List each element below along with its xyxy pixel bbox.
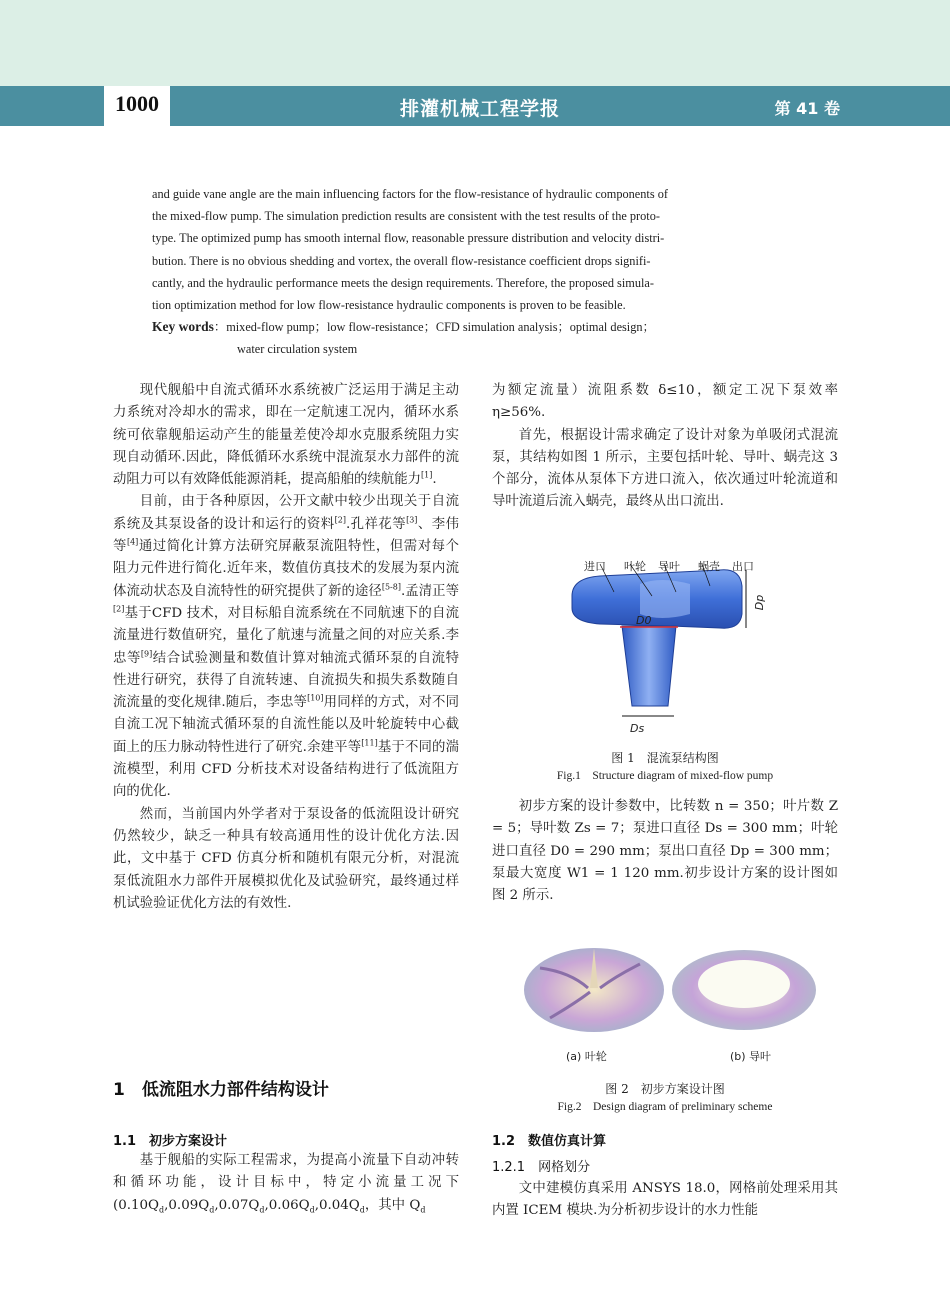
keywords-line2: water circulation system: [237, 342, 358, 356]
citation: [9]: [140, 649, 153, 659]
left-column: [113, 380, 459, 915]
paragraph: 首先，根据设计需求确定了设计对象为单吸闭式混流泵，其结构如图 1 所示，主要包括叶轮、导叶、蜗壳这 3 个部分，流体从泵体下方进口流入，依次通过叶轮流道和导叶流道后流入蜗壳，最终从出口流出.: [492, 427, 838, 510]
fig1-caption: [492, 750, 838, 783]
figure-2-design-renders: [520, 928, 820, 1040]
keywords-line1: mixed-flow pump；low flow-resistance；CFD simulation analysis；optimal design；: [226, 320, 655, 334]
page-number-box: [104, 86, 170, 126]
abstract: [152, 183, 800, 316]
fig1-caption-en: Fig.1 Structure diagram of mixed-flow pump: [556, 770, 774, 782]
abstract-line: and guide vane angle are the main influencing factors for the flow-resistance of hydraulic components of: [152, 187, 668, 201]
fig1-dim-dp: Dp: [753, 594, 767, 611]
text: ,0.06Q: [264, 1197, 310, 1213]
subscript: d: [259, 1205, 265, 1215]
impeller-shape: [640, 580, 690, 618]
paragraph: [113, 1150, 459, 1222]
fig1-label-outlet: 出口: [732, 560, 754, 573]
fig2-caption-cn: 图 2 初步方案设计图: [605, 1082, 725, 1096]
page-header: [0, 86, 950, 126]
citation: [11]: [361, 738, 378, 748]
section-heading-1-1: 1.1 初步方案设计: [113, 1134, 228, 1149]
text: 通过简化计算方法研究屏蔽泵流阻特性，但需对每个阻力元件进行简化.近年来，数值仿真技术的发展为泵内流体流动状态及自流特性的研究提供了新的途径: [113, 539, 460, 599]
text: .孔祥花等: [345, 516, 407, 532]
text: 结合试验测量和数值计算对轴流式循环泵的自流特性进行研究，获得了自流转速、自流损失和损失系数随自流流量的变化规律.随后，李忠等: [113, 650, 460, 711]
figure-1-pump-diagram: [560, 556, 780, 746]
page-number: 1000: [115, 91, 159, 116]
text: .孟清正等: [400, 583, 459, 599]
subscript: d: [159, 1205, 165, 1215]
fig2-sub-a: (a) 叶轮: [566, 1050, 607, 1063]
right-column: [492, 380, 838, 514]
text: 基于舰船的实际工程需求，为提高小流量下自动冲转和循环功能，设计目标中，特定小流量工况下(0.10Q: [113, 1153, 459, 1213]
subscript: d: [309, 1205, 315, 1215]
citation: [5-8]: [381, 582, 401, 592]
fig1-label-guide-vane: 导叶: [658, 560, 680, 573]
journal-title: 排灌机械工程学报: [399, 98, 560, 120]
keywords: [152, 316, 800, 360]
paragraph: [113, 491, 459, 803]
fig1-caption-cn: 图 1 混流泵结构图: [611, 751, 719, 765]
text: ,0.09Q: [164, 1197, 210, 1213]
volume-label: 第 41 卷: [774, 99, 840, 118]
citation: [2]: [334, 515, 346, 525]
subscript: d: [420, 1205, 426, 1215]
section-heading-1-2-1: 1.2.1 网格划分: [492, 1160, 591, 1175]
abstract-line: bution. There is no obvious shedding and vortex, the overall flow-resistance coefficient drops signifi-: [152, 253, 651, 268]
fig2-caption-en: Fig.2 Design diagram of preliminary scheme: [557, 1101, 773, 1113]
text: 用同样的方式，对不同自流工况下轴流式循环泵的自流性能以及叶轮旋转中心截面上的压力脉动特性进行了研究.余建平等: [113, 695, 459, 755]
citation: [3]: [406, 515, 418, 525]
paragraph: 文中建模仿真采用 ANSYS 18.0，网格前处理采用其内置 ICEM 模块.为分析初步设计的水力性能: [492, 1181, 838, 1219]
keywords-colon: ：: [213, 320, 227, 334]
citation: [2]: [113, 604, 125, 614]
fig1-dim-d0: D0: [636, 614, 652, 627]
text: ,0.04Q: [314, 1197, 360, 1213]
paragraph: 然而，当前国内外学者对于泵设备的低流阻设计研究仍然较少，缺乏一种具有较高通用性的设计优化方法.因此，文中基于 CFD 仿真分析和随机有限元分析，对混流泵低流阻水力部件开展模拟优化及试验研究，最终通过样机试验验证优化方法的有效性.: [113, 806, 459, 911]
citation: [1]: [420, 470, 433, 480]
fig1-label-volute: 蜗壳: [698, 560, 720, 573]
fig1-label-inlet: 进口: [584, 560, 606, 573]
inlet-pipe: [622, 626, 676, 706]
text: 基于CFD 技术，对目标船自流系统在不同航速下的自流流量进行数值研究，量化了航速与流量之间的对应关系.李忠等: [113, 605, 459, 666]
left-column-bottom: [113, 1150, 459, 1222]
text: ,0.07Q: [214, 1197, 260, 1213]
keywords-label: Key words: [152, 319, 214, 334]
abstract-line: the mixed-flow pump. The simulation prediction results are consistent with the test results of the proto-: [152, 209, 660, 224]
abstract-line: cantly, and the hydraulic performance meets the design requirements. Therefore, the proposed simula-: [152, 275, 654, 290]
fig1-dim-ds: Ds: [630, 722, 645, 735]
fig2-caption: [492, 1081, 838, 1114]
text: 、李伟等: [113, 516, 459, 555]
top-color-band: [0, 0, 950, 86]
text: 基于不同的湍流模型，利用 CFD 分析技术对设备结构进行了低流阻方向的优化.: [113, 739, 459, 800]
fig2-sub-b: (b) 导叶: [730, 1050, 772, 1063]
section-heading-1-2: 1.2 数值仿真计算: [492, 1134, 607, 1149]
text: ，其中 Q: [364, 1197, 421, 1213]
right-column-mid: [492, 796, 838, 907]
paragraph: 为额定流量）流阻系数 δ≤10，额定工况下泵效率 η≥56%.: [492, 383, 838, 421]
abstract-line: type. The optimized pump has smooth internal flow, reasonable pressure distribution and velocity distri-: [152, 231, 665, 246]
paragraph: 现代舰船中自流式循环水系统被广泛运用于满足主动力系统对冷却水的需求，即在一定航速工况内，循环水系统可依靠舰船运动产生的能量差使冷却水克服系统阻力实现自动循环.因此，降低循环水系统中混流泵水力部件的流动阻力可以有效降低能源消耗，提高船舶的续航能力[1].: [113, 383, 459, 488]
citation: [10]: [307, 693, 324, 703]
right-column-bottom: [492, 1178, 838, 1223]
subscript: d: [359, 1205, 365, 1215]
abstract-line: tion optimization method for low flow-resistance hydraulic components is proven to be feasible.: [152, 298, 626, 313]
paragraph: 初步方案的设计参数中，比转数 n = 350；叶片数 Z = 5；导叶数 Zs = 7；泵进口直径 Ds = 300 mm；叶轮进口直径 D0 = 290 mm；泵出口直径 Dp = 300 mm；泵最大宽度 W1 = 1 120 mm.初步设计方案的设计图如图 2 所示.: [492, 799, 838, 904]
text: 现代舰船中自流式循环水系统被广泛运用于满足主动力系统对冷却水的需求，即在一定航速工况内，循环水系统可依靠舰船运动产生的能量差使冷却水克服系统阻力实现自动循环.因此，降低循环水系统中混流泵水力部件的流动阻力可以有效降低能源消耗，提高船舶的续航能力: [113, 383, 459, 488]
text: 目前，由于各种原因，公开文献中较少出现关于自流系统及其泵设备的设计和运行的资料: [113, 494, 459, 532]
fig1-label-impeller: 叶轮: [624, 560, 646, 573]
section-heading-1: 1 低流阻水力部件结构设计: [113, 1080, 329, 1100]
citation: [4]: [126, 537, 139, 547]
guide-vane-inner: [698, 960, 790, 1008]
subscript: d: [209, 1205, 215, 1215]
